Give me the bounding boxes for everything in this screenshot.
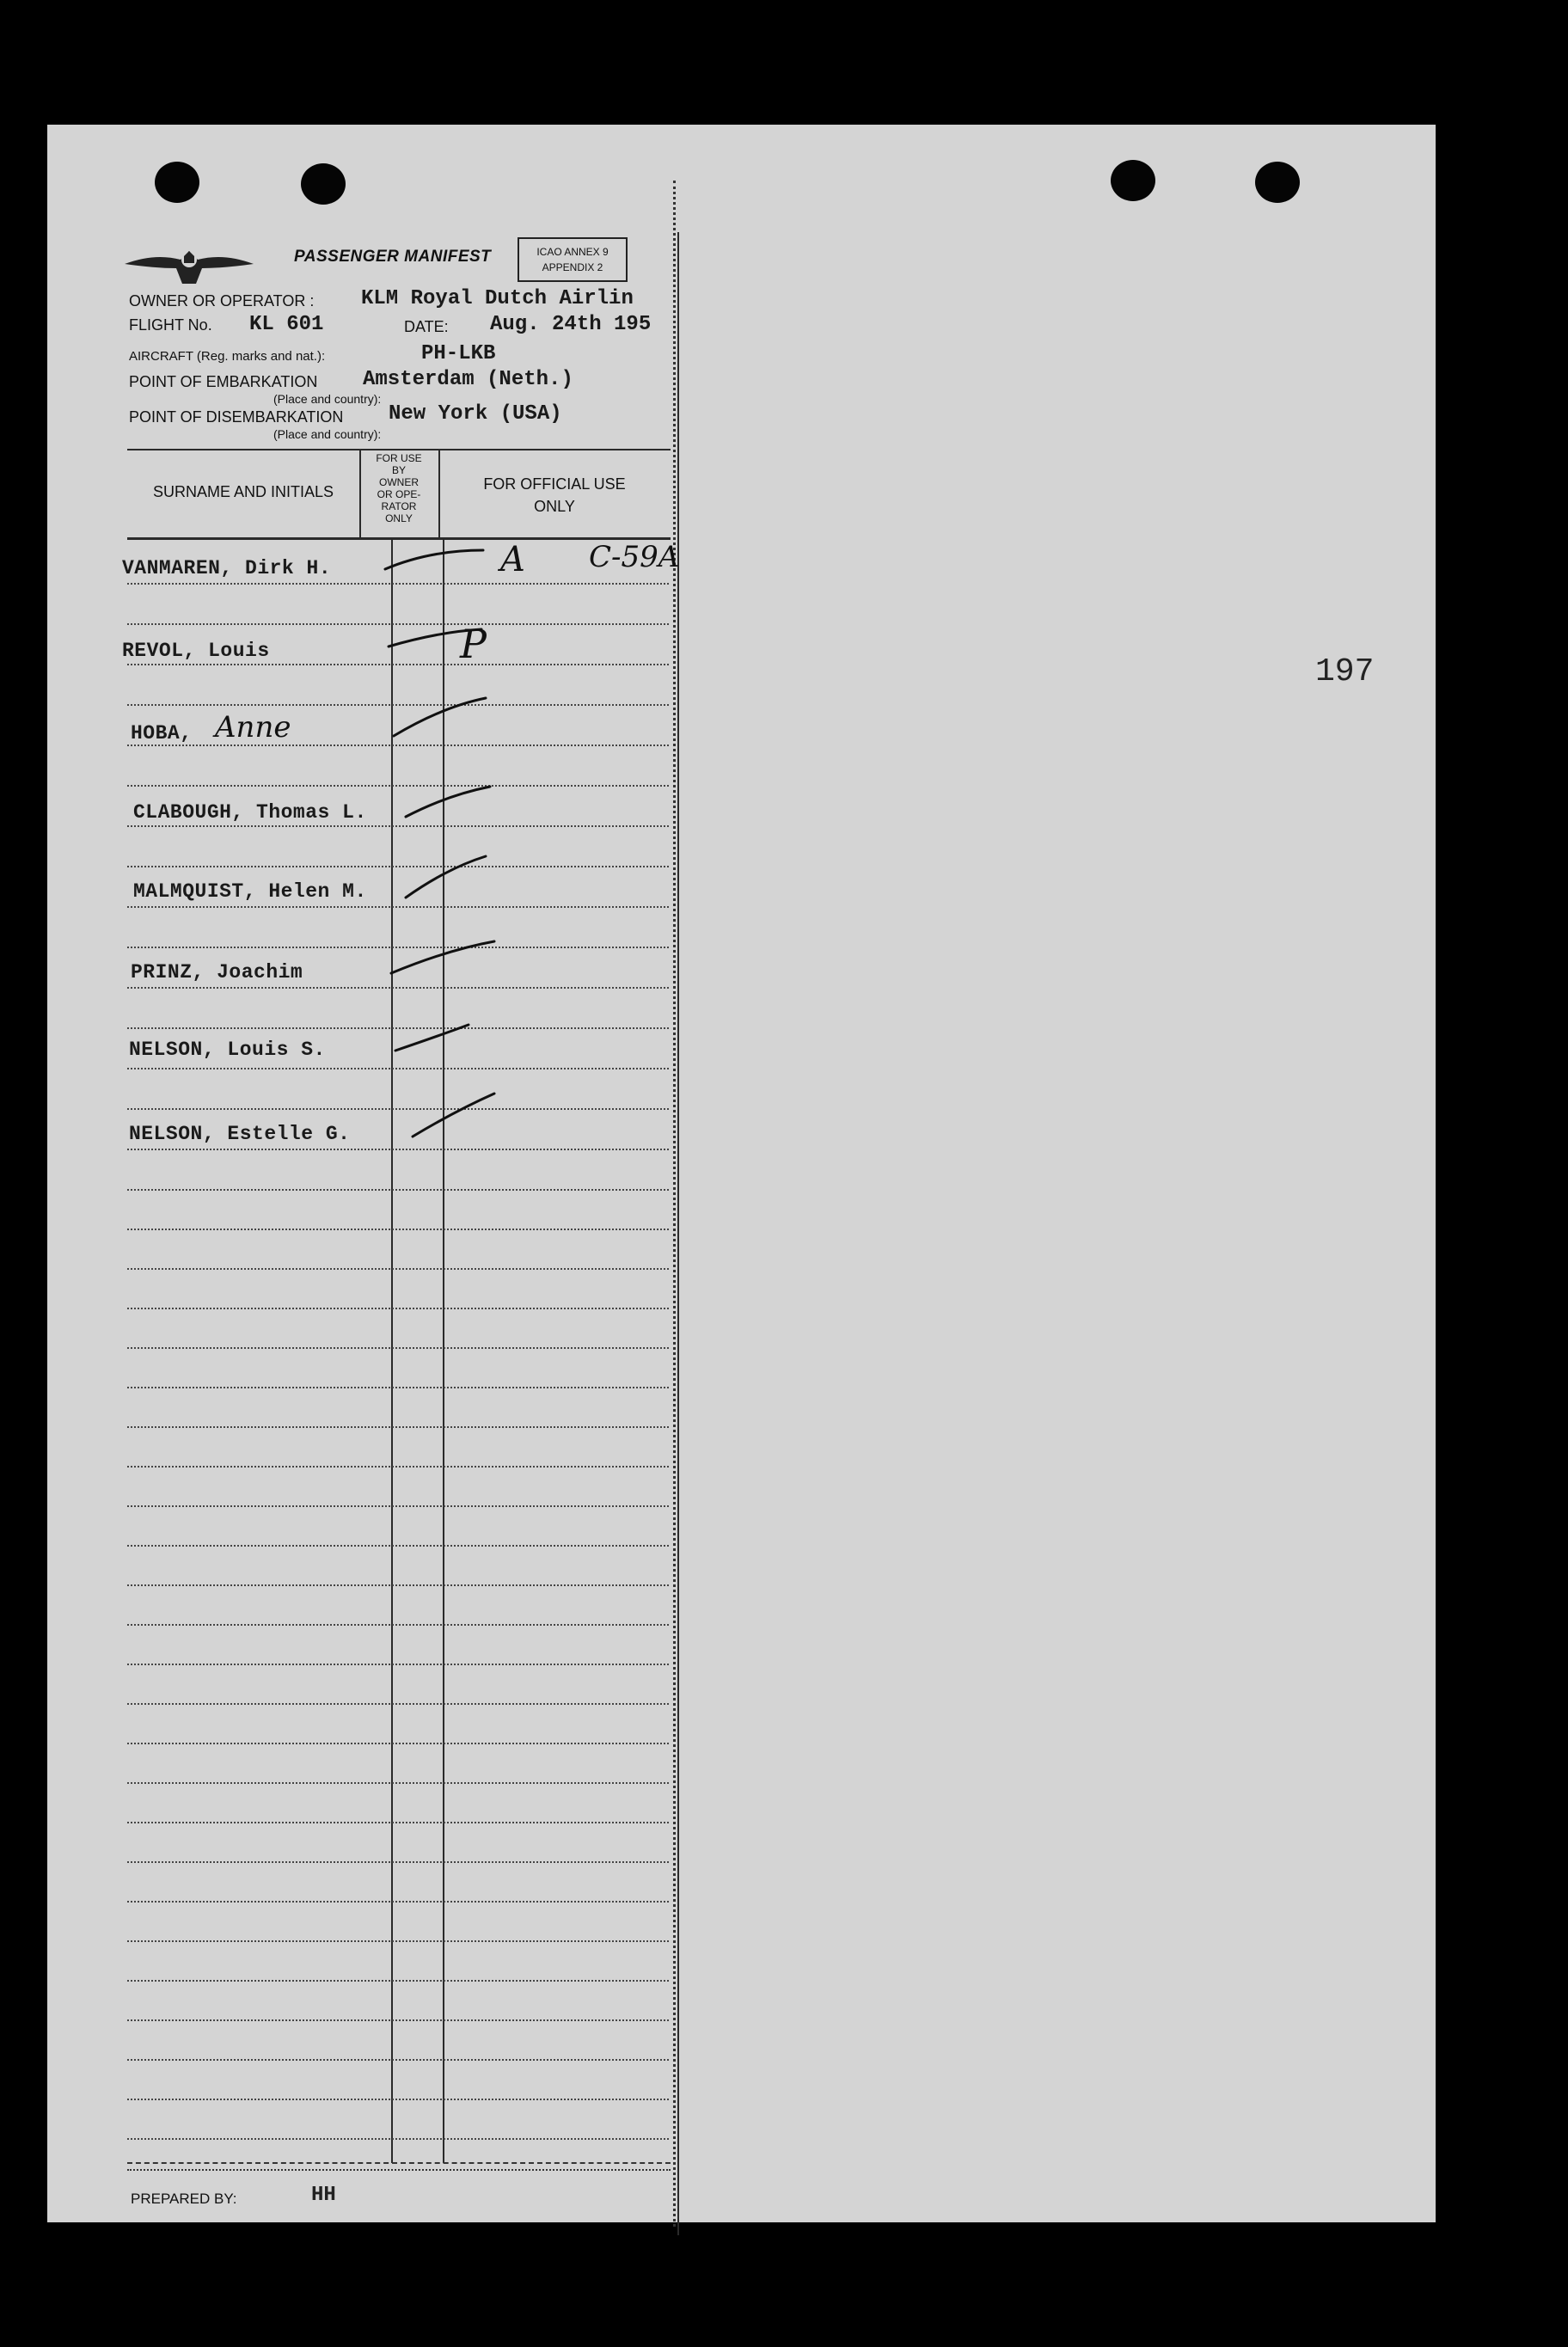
place-country-hint: (Place and country): [273, 427, 382, 441]
form-row-line [127, 866, 669, 867]
col-owner-line: ONLY [385, 512, 413, 524]
punch-hole [1255, 162, 1300, 203]
form-row-line [127, 1743, 669, 1744]
form-row-line [127, 2138, 669, 2140]
passenger-name: HOBA, [131, 722, 193, 745]
col-official-line: ONLY [534, 498, 575, 515]
col-owner-line: OR OPE- [377, 488, 421, 500]
form-row-line [127, 1347, 669, 1349]
form-row-line [127, 1268, 669, 1270]
punch-hole [301, 163, 346, 205]
owner-col-right-rule [443, 538, 444, 2163]
fold-edge [677, 232, 679, 2235]
col-official-header [440, 473, 669, 518]
form-row-line [127, 623, 669, 625]
page-number: 197 [1315, 653, 1375, 690]
col-owner-line: OWNER [379, 476, 419, 488]
form-row-line [127, 906, 669, 908]
aircraft-value: PH-LKB [421, 342, 496, 365]
embark-label: POINT OF EMBARKATION [129, 373, 318, 390]
klm-logo-icon [120, 234, 258, 294]
form-row-line [127, 1068, 669, 1069]
official-mark: P [460, 621, 487, 667]
passenger-name: PRINZ, Joachim [131, 961, 303, 984]
col-owner-line: RATOR [381, 500, 417, 512]
form-row-line [127, 1703, 669, 1705]
owner-col-left-rule [391, 538, 393, 2163]
passenger-name: NELSON, Estelle G. [129, 1123, 351, 1145]
col-surname-header: SURNAME AND INITIALS [152, 483, 334, 500]
aircraft-label: AIRCRAFT (Reg. marks and nat.): [129, 349, 326, 364]
form-row-line [127, 825, 669, 827]
passenger-handwritten-name: Anne [215, 710, 291, 745]
punch-hole [155, 162, 199, 203]
form-row-line [127, 1426, 669, 1428]
form-row-line [127, 664, 669, 665]
icao-annex: ICAO ANNEX 9 [536, 246, 609, 258]
official-note: C-59A [589, 540, 680, 574]
form-row-line [127, 745, 669, 746]
header-divider [438, 449, 440, 538]
form-row-line [127, 1108, 669, 1110]
form-row-line [127, 1901, 669, 1903]
fold-line [673, 181, 676, 2227]
footer-rule [127, 2162, 671, 2164]
form-row-line [127, 1940, 669, 1942]
header-divider [359, 449, 361, 538]
form-row-line [127, 785, 669, 787]
form-row-line [127, 1387, 669, 1388]
disembark-label: POINT OF DISEMBARKATION [129, 408, 344, 426]
form-row-line [127, 1980, 669, 1982]
form-row-line [127, 1624, 669, 1626]
manifest-title: PASSENGER MANIFEST [294, 248, 492, 266]
icao-appendix: APPENDIX 2 [542, 261, 603, 273]
form-row-line [127, 1229, 669, 1230]
form-row-line [127, 1505, 669, 1507]
form-row-line [127, 1822, 669, 1823]
form-row-line [127, 1189, 669, 1191]
passenger-name: VANMAREN, Dirk H. [122, 557, 332, 579]
header-top-rule [127, 449, 671, 450]
form-row-line [127, 947, 669, 948]
prepared-by-label: PREPARED BY: [131, 2191, 237, 2207]
form-row-line [127, 1584, 669, 1586]
passenger-name: CLABOUGH, Thomas L. [133, 801, 367, 824]
form-row-line [127, 1027, 669, 1029]
form-row-line [127, 1861, 669, 1863]
col-owner-line: BY [391, 464, 406, 476]
col-owner-line: FOR USE [376, 452, 422, 464]
owner-label: OWNER OR OPERATOR : [129, 292, 315, 309]
form-row-line [127, 1149, 669, 1150]
flight-label: FLIGHT No. [129, 316, 212, 334]
passenger-name: MALMQUIST, Helen M. [133, 880, 367, 903]
col-official-line: FOR OFFICIAL USE [483, 475, 626, 493]
flight-value: KL 601 [249, 313, 324, 336]
passenger-name: REVOL, Louis [122, 640, 270, 662]
punch-hole [1111, 160, 1155, 201]
place-country-hint: (Place and country): [273, 392, 382, 406]
manifest-sheet [47, 125, 1436, 2222]
form-row-line [127, 1782, 669, 1784]
date-value: Aug. 24th 195 [490, 313, 652, 336]
icao-box [518, 237, 628, 282]
form-row-line [127, 2019, 669, 2021]
form-row-line [127, 1664, 669, 1665]
owner-value: KLM Royal Dutch Airlin [361, 287, 634, 310]
embark-value: Amsterdam (Neth.) [363, 368, 573, 391]
official-mark: A [500, 540, 525, 579]
form-row-line [127, 583, 669, 585]
footer-rule [127, 2169, 671, 2171]
disembark-value: New York (USA) [389, 402, 562, 426]
form-row-line [127, 1545, 669, 1547]
form-row-line [127, 704, 669, 706]
form-row-line [127, 2099, 669, 2100]
passenger-name: NELSON, Louis S. [129, 1039, 326, 1061]
prepared-by-value: HH [311, 2184, 336, 2207]
date-label: DATE: [404, 318, 449, 335]
form-row-line [127, 987, 669, 989]
form-row-line [127, 2059, 669, 2061]
col-owner-header [359, 452, 438, 524]
form-row-line [127, 1308, 669, 1309]
form-row-line [127, 1466, 669, 1468]
